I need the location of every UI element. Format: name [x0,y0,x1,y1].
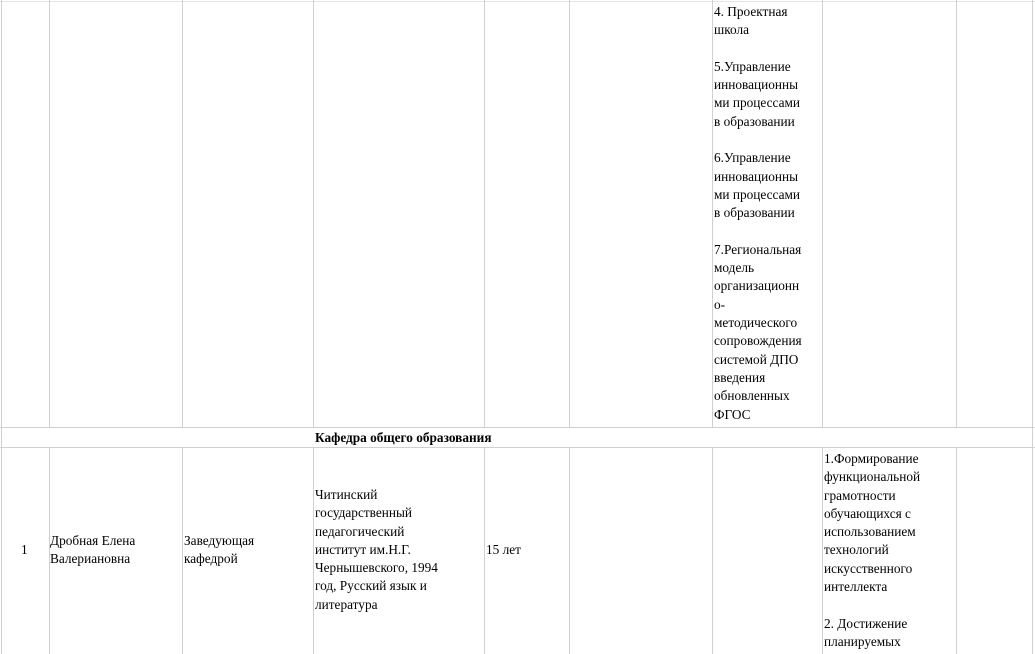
table-top-border [0,1,1035,2]
table-column-divider [313,447,314,654]
course-list-cell: 4. Проектная школа 5.Управление инновационны ми процессами в образовании 6.Управление инновационны ми процессами в образовании 7.Региональная модель организационн о- методического сопровождения системой ДПО введения обновленных ФГОС [714,4,802,422]
section-row-top-border [0,427,1035,428]
table-column-divider [956,0,957,427]
section-title: Кафедра общего образования [315,430,492,445]
table-column-divider [822,0,823,427]
table-column-divider [569,0,570,427]
table-column-divider [1,447,2,654]
table-column-divider [1032,0,1033,427]
table-column-divider [712,447,713,654]
employee-education: Читинский государственный педагогический институт им.Н.Г. Чернышевского, 1994 год, Русский язык и литература [315,487,438,612]
row-number: 1 [21,542,28,557]
table-column-divider [1032,447,1033,654]
table-column-divider [569,447,570,654]
table-column-divider [484,447,485,654]
table-column-divider [182,0,183,427]
table-column-divider [822,447,823,654]
table-column-divider [1,427,2,447]
employee-experience: 15 лет [486,542,521,557]
employee-position: Заведующая кафедрой [184,533,255,567]
table-column-divider [1,0,2,427]
table-column-divider [956,447,957,654]
table-column-divider [49,0,50,427]
training-courses-cell: 1.Формирование функциональной грамотности обучающихся с использованием технологий искусственного интеллекта 2. Достижение планируемых [824,451,921,649]
table-column-divider [313,0,314,427]
table-column-divider [484,0,485,427]
table-column-divider [1032,427,1033,447]
table-column-divider [712,0,713,427]
section-row-bottom-border [0,447,1035,448]
table-column-divider [182,447,183,654]
employee-name: Дробная Елена Валериановна [50,533,136,567]
